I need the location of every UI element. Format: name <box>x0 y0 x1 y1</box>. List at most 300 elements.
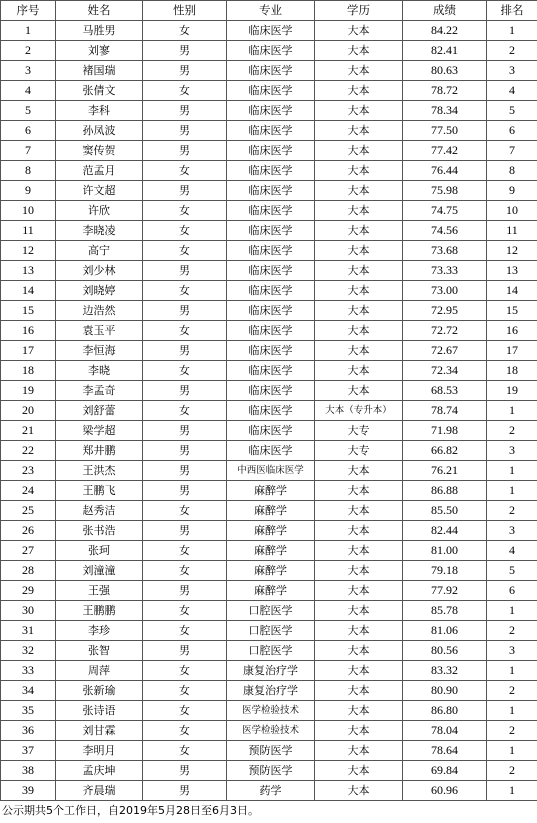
cell-major: 麻醉学 <box>227 481 315 501</box>
cell-major: 临床医学 <box>227 141 315 161</box>
table-row <box>1 561 537 581</box>
cell-score: 72.34 <box>403 361 487 381</box>
cell-gender: 女 <box>143 21 227 41</box>
cell-name: 李恒海 <box>56 341 143 361</box>
cell-gender: 女 <box>143 741 227 761</box>
cell-major: 临床医学 <box>227 101 315 121</box>
cell-gender: 女 <box>143 401 227 421</box>
cell-index: 29 <box>1 581 56 601</box>
cell-name: 李晓 <box>56 361 143 381</box>
cell-major: 麻醉学 <box>227 561 315 581</box>
cell-gender: 女 <box>143 661 227 681</box>
cell-score: 66.82 <box>403 441 487 461</box>
publicity-note: 公示期共5个工作日，自2019年5月28日至6月3日。 <box>2 804 259 817</box>
cell-name: 刘寥 <box>56 41 143 61</box>
cell-rank: 1 <box>487 481 537 501</box>
cell-rank: 17 <box>487 341 537 361</box>
table-row <box>1 541 537 561</box>
cell-score: 71.98 <box>403 421 487 441</box>
cell-major: 临床医学 <box>227 261 315 281</box>
cell-gender: 男 <box>143 181 227 201</box>
cell-education: 大本 <box>315 341 403 361</box>
cell-index: 2 <box>1 41 56 61</box>
cell-education: 大本 <box>315 601 403 621</box>
cell-index: 4 <box>1 81 56 101</box>
table-row <box>1 681 537 701</box>
cell-name: 许欣 <box>56 201 143 221</box>
cell-name: 许文超 <box>56 181 143 201</box>
cell-major: 临床医学 <box>227 441 315 461</box>
cell-education: 大本 <box>315 81 403 101</box>
cell-major: 口腔医学 <box>227 601 315 621</box>
cell-index: 9 <box>1 181 56 201</box>
header-gender: 性别 <box>143 1 227 21</box>
cell-name: 周萍 <box>56 661 143 681</box>
cell-gender: 男 <box>143 141 227 161</box>
cell-education: 大本 <box>315 501 403 521</box>
cell-education: 大本 <box>315 301 403 321</box>
cell-index: 26 <box>1 521 56 541</box>
cell-gender: 女 <box>143 201 227 221</box>
cell-index: 6 <box>1 121 56 141</box>
cell-score: 85.78 <box>403 601 487 621</box>
cell-rank: 9 <box>487 181 537 201</box>
cell-score: 80.90 <box>403 681 487 701</box>
cell-gender: 女 <box>143 81 227 101</box>
cell-score: 83.32 <box>403 661 487 681</box>
cell-name: 王鹏飞 <box>56 481 143 501</box>
table-row <box>1 621 537 641</box>
table-row <box>1 461 537 481</box>
cell-gender: 男 <box>143 301 227 321</box>
cell-index: 8 <box>1 161 56 181</box>
cell-rank: 16 <box>487 321 537 341</box>
cell-rank: 1 <box>487 461 537 481</box>
cell-rank: 13 <box>487 261 537 281</box>
cell-education: 大本（专升本） <box>315 401 403 421</box>
header-rank: 排名 <box>487 1 537 21</box>
cell-education: 大本 <box>315 381 403 401</box>
table-row <box>1 41 537 61</box>
cell-index: 35 <box>1 701 56 721</box>
cell-index: 31 <box>1 621 56 641</box>
cell-major: 医学检验技术 <box>227 721 315 741</box>
header-score: 成绩 <box>403 1 487 21</box>
cell-name: 范孟月 <box>56 161 143 181</box>
cell-rank: 18 <box>487 361 537 381</box>
cell-score: 77.50 <box>403 121 487 141</box>
cell-name: 李晓凌 <box>56 221 143 241</box>
cell-education: 大专 <box>315 441 403 461</box>
table-body <box>1 21 537 801</box>
cell-education: 大本 <box>315 181 403 201</box>
cell-score: 78.64 <box>403 741 487 761</box>
cell-index: 34 <box>1 681 56 701</box>
cell-name: 王洪杰 <box>56 461 143 481</box>
cell-index: 18 <box>1 361 56 381</box>
cell-major: 临床医学 <box>227 221 315 241</box>
cell-score: 80.56 <box>403 641 487 661</box>
cell-score: 72.67 <box>403 341 487 361</box>
table-row <box>1 61 537 81</box>
cell-score: 77.92 <box>403 581 487 601</box>
cell-score: 80.63 <box>403 61 487 81</box>
cell-rank: 1 <box>487 21 537 41</box>
cell-education: 大本 <box>315 561 403 581</box>
cell-major: 临床医学 <box>227 421 315 441</box>
cell-score: 69.84 <box>403 761 487 781</box>
cell-name: 王强 <box>56 581 143 601</box>
table-row <box>1 421 537 441</box>
cell-education: 大本 <box>315 281 403 301</box>
cell-index: 17 <box>1 341 56 361</box>
cell-major: 中西医临床医学 <box>227 461 315 481</box>
cell-education: 大本 <box>315 641 403 661</box>
table-row <box>1 121 537 141</box>
cell-gender: 男 <box>143 461 227 481</box>
cell-rank: 11 <box>487 221 537 241</box>
cell-gender: 女 <box>143 721 227 741</box>
cell-gender: 女 <box>143 321 227 341</box>
cell-education: 大本 <box>315 321 403 341</box>
cell-major: 临床医学 <box>227 361 315 381</box>
cell-rank: 6 <box>487 581 537 601</box>
table-row <box>1 581 537 601</box>
table-row <box>1 601 537 621</box>
cell-rank: 3 <box>487 641 537 661</box>
cell-education: 大本 <box>315 541 403 561</box>
cell-score: 74.75 <box>403 201 487 221</box>
table-row <box>1 441 537 461</box>
cell-name: 袁玉平 <box>56 321 143 341</box>
cell-index: 10 <box>1 201 56 221</box>
cell-index: 23 <box>1 461 56 481</box>
cell-rank: 1 <box>487 601 537 621</box>
cell-rank: 1 <box>487 701 537 721</box>
cell-major: 临床医学 <box>227 321 315 341</box>
cell-education: 大本 <box>315 361 403 381</box>
cell-index: 1 <box>1 21 56 41</box>
table-row <box>1 701 537 721</box>
cell-rank: 2 <box>487 501 537 521</box>
table-row <box>1 381 537 401</box>
cell-education: 大本 <box>315 121 403 141</box>
table-row <box>1 641 537 661</box>
cell-gender: 男 <box>143 381 227 401</box>
table-row <box>1 101 537 121</box>
cell-rank: 4 <box>487 81 537 101</box>
cell-name: 梁学超 <box>56 421 143 441</box>
table-row <box>1 721 537 741</box>
table-row <box>1 321 537 341</box>
cell-rank: 2 <box>487 761 537 781</box>
cell-gender: 男 <box>143 521 227 541</box>
cell-rank: 12 <box>487 241 537 261</box>
cell-score: 76.44 <box>403 161 487 181</box>
cell-gender: 女 <box>143 361 227 381</box>
cell-index: 21 <box>1 421 56 441</box>
cell-education: 大本 <box>315 481 403 501</box>
cell-rank: 3 <box>487 61 537 81</box>
table-row <box>1 81 537 101</box>
cell-major: 临床医学 <box>227 201 315 221</box>
cell-score: 78.34 <box>403 101 487 121</box>
cell-gender: 男 <box>143 641 227 661</box>
cell-index: 28 <box>1 561 56 581</box>
cell-name: 刘舒蕾 <box>56 401 143 421</box>
cell-major: 临床医学 <box>227 21 315 41</box>
cell-gender: 女 <box>143 561 227 581</box>
cell-major: 临床医学 <box>227 401 315 421</box>
cell-name: 张倩文 <box>56 81 143 101</box>
cell-gender: 男 <box>143 121 227 141</box>
cell-name: 孙凤波 <box>56 121 143 141</box>
cell-rank: 1 <box>487 741 537 761</box>
cell-major: 临床医学 <box>227 121 315 141</box>
table-row <box>1 201 537 221</box>
cell-rank: 6 <box>487 121 537 141</box>
cell-major: 临床医学 <box>227 341 315 361</box>
cell-education: 大本 <box>315 221 403 241</box>
cell-score: 77.42 <box>403 141 487 161</box>
cell-index: 25 <box>1 501 56 521</box>
cell-index: 19 <box>1 381 56 401</box>
cell-name: 张新瑜 <box>56 681 143 701</box>
header-index: 序号 <box>1 1 56 21</box>
cell-gender: 男 <box>143 41 227 61</box>
cell-rank: 2 <box>487 421 537 441</box>
table-row <box>1 661 537 681</box>
cell-index: 14 <box>1 281 56 301</box>
cell-education: 大本 <box>315 681 403 701</box>
cell-score: 78.72 <box>403 81 487 101</box>
cell-major: 预防医学 <box>227 761 315 781</box>
cell-rank: 2 <box>487 41 537 61</box>
cell-education: 大专 <box>315 421 403 441</box>
cell-education: 大本 <box>315 621 403 641</box>
cell-name: 张书浩 <box>56 521 143 541</box>
cell-index: 38 <box>1 761 56 781</box>
cell-gender: 男 <box>143 761 227 781</box>
cell-education: 大本 <box>315 201 403 221</box>
cell-major: 临床医学 <box>227 281 315 301</box>
table-row <box>1 161 537 181</box>
cell-rank: 7 <box>487 141 537 161</box>
cell-education: 大本 <box>315 781 403 801</box>
cell-major: 医学检验技术 <box>227 701 315 721</box>
cell-score: 81.00 <box>403 541 487 561</box>
cell-gender: 女 <box>143 601 227 621</box>
cell-rank: 8 <box>487 161 537 181</box>
cell-score: 85.50 <box>403 501 487 521</box>
cell-index: 20 <box>1 401 56 421</box>
cell-index: 5 <box>1 101 56 121</box>
cell-education: 大本 <box>315 741 403 761</box>
cell-name: 张诗语 <box>56 701 143 721</box>
header-name: 姓名 <box>56 1 143 21</box>
table-row <box>1 141 537 161</box>
cell-score: 73.33 <box>403 261 487 281</box>
cell-name: 李明月 <box>56 741 143 761</box>
cell-gender: 女 <box>143 681 227 701</box>
cell-name: 张智 <box>56 641 143 661</box>
cell-score: 76.21 <box>403 461 487 481</box>
cell-score: 60.96 <box>403 781 487 801</box>
cell-name: 孟庆坤 <box>56 761 143 781</box>
cell-rank: 14 <box>487 281 537 301</box>
cell-education: 大本 <box>315 141 403 161</box>
cell-name: 李珍 <box>56 621 143 641</box>
cell-name: 赵秀洁 <box>56 501 143 521</box>
cell-score: 78.04 <box>403 721 487 741</box>
cell-education: 大本 <box>315 101 403 121</box>
cell-gender: 女 <box>143 241 227 261</box>
cell-gender: 女 <box>143 221 227 241</box>
cell-major: 临床医学 <box>227 381 315 401</box>
cell-education: 大本 <box>315 521 403 541</box>
cell-index: 16 <box>1 321 56 341</box>
cell-rank: 1 <box>487 401 537 421</box>
table-row <box>1 341 537 361</box>
cell-score: 86.80 <box>403 701 487 721</box>
cell-index: 15 <box>1 301 56 321</box>
cell-name: 齐晨瑞 <box>56 781 143 801</box>
table-row <box>1 261 537 281</box>
cell-education: 大本 <box>315 661 403 681</box>
cell-major: 麻醉学 <box>227 541 315 561</box>
cell-major: 口腔医学 <box>227 641 315 661</box>
cell-index: 7 <box>1 141 56 161</box>
cell-index: 11 <box>1 221 56 241</box>
cell-gender: 男 <box>143 481 227 501</box>
cell-index: 22 <box>1 441 56 461</box>
table-row <box>1 241 537 261</box>
header-row <box>1 1 537 21</box>
table-row <box>1 761 537 781</box>
cell-education: 大本 <box>315 461 403 481</box>
cell-index: 13 <box>1 261 56 281</box>
cell-education: 大本 <box>315 581 403 601</box>
cell-rank: 10 <box>487 201 537 221</box>
cell-name: 边浩然 <box>56 301 143 321</box>
cell-rank: 1 <box>487 661 537 681</box>
cell-name: 张珂 <box>56 541 143 561</box>
cell-education: 大本 <box>315 761 403 781</box>
cell-major: 麻醉学 <box>227 581 315 601</box>
cell-rank: 5 <box>487 101 537 121</box>
header-major: 专业 <box>227 1 315 21</box>
cell-name: 李孟奇 <box>56 381 143 401</box>
cell-rank: 4 <box>487 541 537 561</box>
cell-index: 36 <box>1 721 56 741</box>
cell-education: 大本 <box>315 721 403 741</box>
cell-education: 大本 <box>315 21 403 41</box>
cell-rank: 2 <box>487 721 537 741</box>
cell-major: 麻醉学 <box>227 501 315 521</box>
cell-score: 73.68 <box>403 241 487 261</box>
cell-gender: 男 <box>143 261 227 281</box>
cell-name: 刘少林 <box>56 261 143 281</box>
table-row <box>1 181 537 201</box>
cell-name: 高宁 <box>56 241 143 261</box>
cell-major: 康复治疗学 <box>227 661 315 681</box>
cell-major: 临床医学 <box>227 81 315 101</box>
header-education: 学历 <box>315 1 403 21</box>
cell-index: 24 <box>1 481 56 501</box>
table-row <box>1 281 537 301</box>
cell-rank: 1 <box>487 781 537 801</box>
cell-name: 刘潼潼 <box>56 561 143 581</box>
cell-education: 大本 <box>315 41 403 61</box>
cell-major: 预防医学 <box>227 741 315 761</box>
table-row <box>1 501 537 521</box>
table-row <box>1 401 537 421</box>
cell-rank: 3 <box>487 521 537 541</box>
cell-name: 刘甘霖 <box>56 721 143 741</box>
table-row <box>1 361 537 381</box>
cell-major: 药学 <box>227 781 315 801</box>
cell-name: 李科 <box>56 101 143 121</box>
cell-rank: 19 <box>487 381 537 401</box>
cell-score: 82.41 <box>403 41 487 61</box>
cell-gender: 女 <box>143 161 227 181</box>
cell-index: 12 <box>1 241 56 261</box>
cell-rank: 2 <box>487 621 537 641</box>
cell-name: 褚国瑞 <box>56 61 143 81</box>
cell-name: 郑井鹏 <box>56 441 143 461</box>
cell-gender: 男 <box>143 781 227 801</box>
cell-rank: 3 <box>487 441 537 461</box>
table-row <box>1 301 537 321</box>
cell-education: 大本 <box>315 241 403 261</box>
table-row <box>1 481 537 501</box>
cell-gender: 男 <box>143 581 227 601</box>
cell-name: 马胜男 <box>56 21 143 41</box>
cell-index: 33 <box>1 661 56 681</box>
cell-major: 临床医学 <box>227 61 315 81</box>
cell-index: 30 <box>1 601 56 621</box>
cell-major: 临床医学 <box>227 181 315 201</box>
cell-score: 78.74 <box>403 401 487 421</box>
cell-gender: 女 <box>143 281 227 301</box>
cell-gender: 男 <box>143 421 227 441</box>
cell-name: 刘晓婷 <box>56 281 143 301</box>
cell-major: 康复治疗学 <box>227 681 315 701</box>
cell-major: 临床医学 <box>227 241 315 261</box>
cell-index: 3 <box>1 61 56 81</box>
cell-score: 86.88 <box>403 481 487 501</box>
cell-major: 临床医学 <box>227 301 315 321</box>
table-row <box>1 741 537 761</box>
cell-major: 临床医学 <box>227 41 315 61</box>
cell-gender: 男 <box>143 341 227 361</box>
cell-gender: 男 <box>143 441 227 461</box>
cell-name: 窦传贺 <box>56 141 143 161</box>
table-row <box>1 221 537 241</box>
cell-education: 大本 <box>315 61 403 81</box>
cell-score: 84.22 <box>403 21 487 41</box>
cell-gender: 女 <box>143 701 227 721</box>
cell-rank: 15 <box>487 301 537 321</box>
table-row <box>1 781 537 801</box>
cell-score: 79.18 <box>403 561 487 581</box>
cell-major: 麻醉学 <box>227 521 315 541</box>
cell-name: 王鹏鹏 <box>56 601 143 621</box>
cell-score: 72.95 <box>403 301 487 321</box>
cell-gender: 男 <box>143 101 227 121</box>
cell-index: 32 <box>1 641 56 661</box>
cell-score: 72.72 <box>403 321 487 341</box>
